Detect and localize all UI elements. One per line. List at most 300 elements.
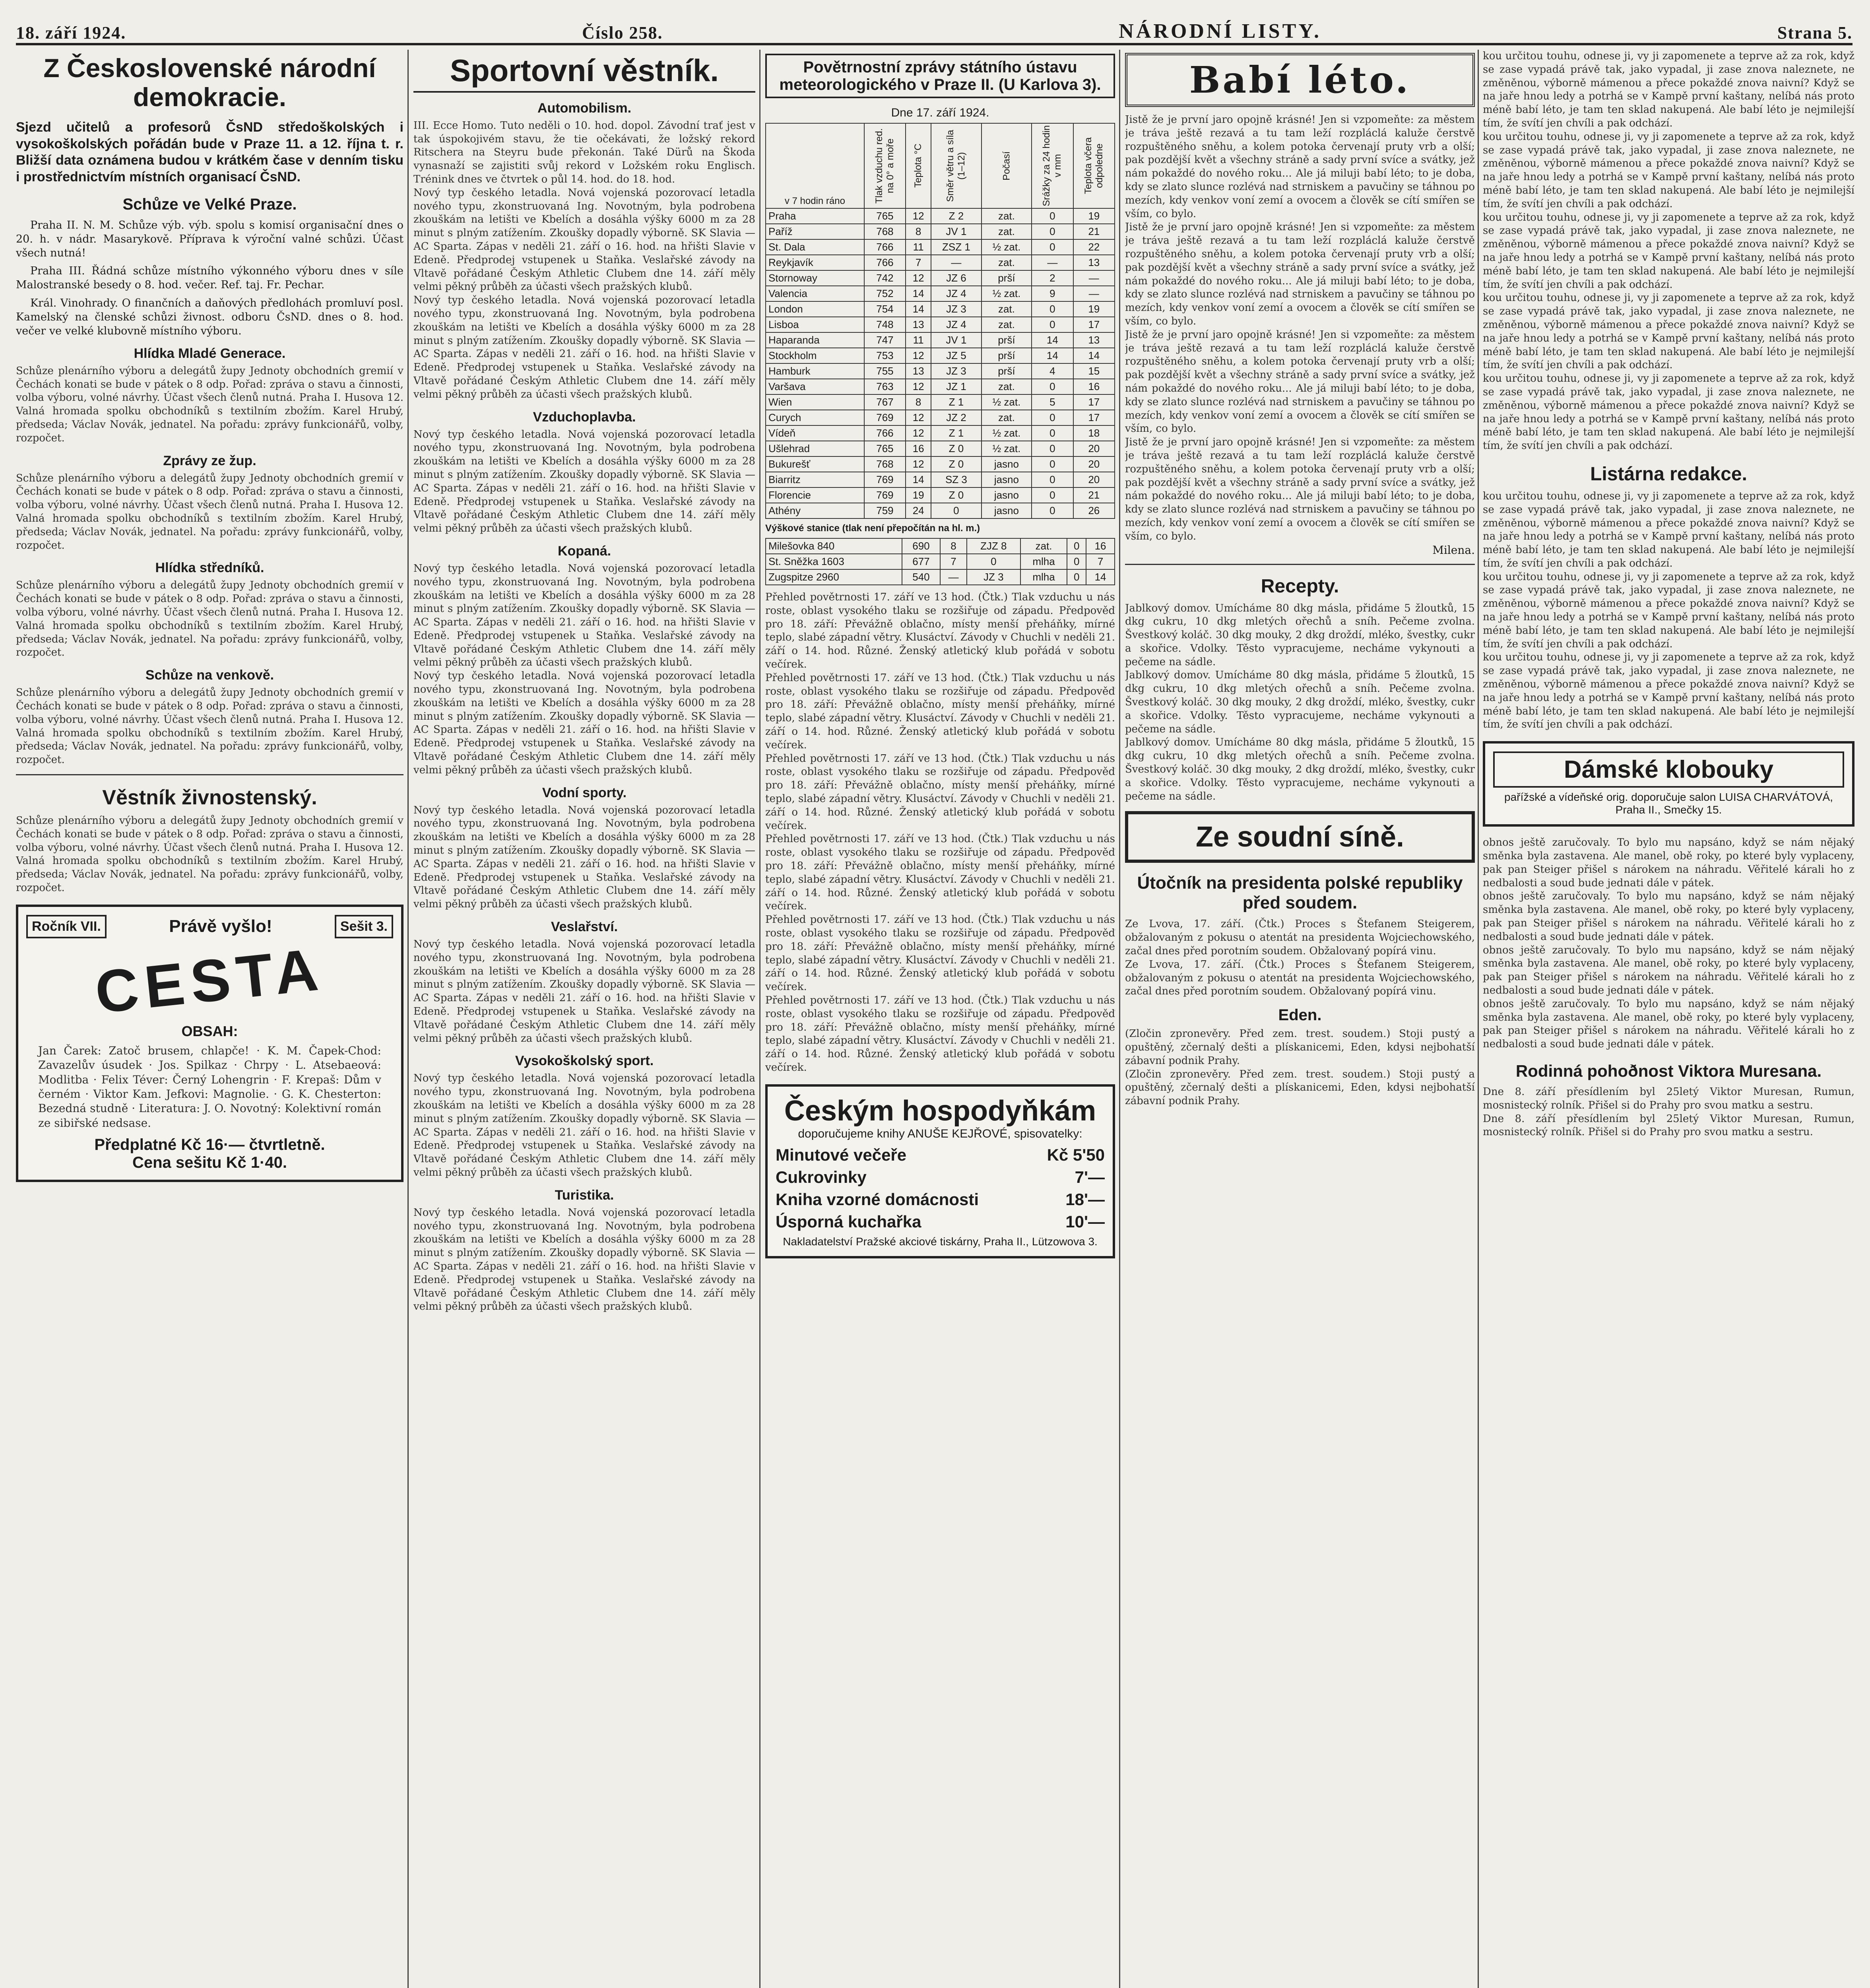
issue-date: 18. září 1924. [16, 23, 126, 43]
body-text: Nový typ českého letadla. Nová vojenská pozorovací letadla nového typu, zkonstruovaná Ing. Novotným, byla podrobena zkouškám na letišti ve Kbelích a dosáhla výšky 6000 m za 28 minut s plným zatížením. Zkoušky dopadly výborně. SK Slavia — AC Sparta. Zápas v neděli 21. září o 16. hod. na hřišti Slavie v Edeně. Předprodej vstupenek u Staňka. Veslařské závody na Vltavě pořádané Českým Athletic Clubem dne 14. září měly velmi pěkný průběh za účasti všech pražských klubů. [413, 294, 755, 400]
height-stations-table [765, 538, 1115, 585]
station-name: St. Sněžka 1603 [766, 554, 902, 569]
station-name: Paříž [766, 224, 864, 239]
weather-row [766, 425, 1115, 441]
weather-value: 16 [1073, 379, 1115, 394]
column-weather [765, 50, 1115, 1988]
weather-value: 12 [906, 379, 931, 394]
section-heading: Rodinná pohoðnost Viktora Muresana. [1515, 1062, 1822, 1080]
weather-table [765, 123, 1115, 519]
weather-value: JZ 3 [931, 363, 981, 379]
body-text: (Zločin zpronevěry. Před zem. trest. soudem.) Stoji pustý a opuštěný, zčernalý dešti a plískanicemi, Eden, kdysi nejbohatší zábavní podnik Prahy. [1125, 1028, 1475, 1067]
weather-row [766, 441, 1115, 456]
court-banner: Ze soudní síně. [1125, 811, 1475, 863]
weather-value: 7 [940, 554, 967, 569]
publisher: Nakladatelství Pražské akciové tiskárny, Praha II., Lützowova 3. [783, 1235, 1098, 1248]
paper-name: NÁRODNÍ LISTY. [1119, 20, 1322, 43]
weather-value: 21 [1073, 487, 1115, 503]
weather-value: 17 [1073, 410, 1115, 425]
body-text: obnos ještě zaručovaly. To bylo mu napsáno, když se nám nějaký směnka byla zastavena. Ale manel, obě roky, po které byly vyplaceny, pak pan Steiger přišel s nárokem na náhradu. Věřitelé kárali ho z nedbalosti a soud bude jednati dále v pátek. [1483, 890, 1854, 943]
station-name: London [766, 301, 864, 317]
body-text: obnos ještě zaručovaly. To bylo mu napsáno, když se nám nějaký směnka byla zastavena. Ale manel, obě roky, po které byly vyplaceny, pak pan Steiger přišel s nárokem na náhradu. Věřitelé kárali ho z nedbalosti a soud bude jednati dále v pátek. [1483, 944, 1854, 997]
weather-value: 690 [902, 538, 940, 554]
weather-value: prší [982, 332, 1032, 348]
section-heading: Automobilism. [537, 100, 632, 116]
weather-value: zat. [982, 317, 1032, 332]
body-text: Dne 8. září přesídlením byl 25letý Viktor Muresan, Rumun, mosnistecký rolník. Přišel si do Prahy pro svou matku a sestru. [1483, 1086, 1854, 1111]
height-stations-heading: Výškové stanice (tlak není přepočítán na hl. m.) [765, 523, 980, 534]
cookbook-title: Českým hospodyňkám [784, 1095, 1096, 1127]
body-text: III. Ecce Homo. Tuto neděli o 10. hod. dopol. Závodní trať jest v tak úspokojivém stavu, že tie očekávati, že ložský rekord Ritschera na Steyru bude překonán. Také Dürů na Škoda vynasnaží se zajistiti svůj rekord v Ložském roku Englisch. Trénink dnes ve čtvrtek o půl 14. hod. do 18. hod. [413, 119, 755, 185]
weather-value: Z 2 [931, 208, 981, 224]
weather-value: ½ zat. [982, 425, 1032, 441]
weather-value: 0 [1067, 538, 1086, 554]
weather-value: 14 [1086, 569, 1115, 585]
weather-value: 11 [906, 239, 931, 255]
weather-value: 20 [1073, 441, 1115, 456]
body-text: Přehled povětrnosti 17. září ve 13 hod. (Čtk.) Tlak vzduchu u nás roste, oblast vysokého tlaku se rozšiřuje od západu. Předpověď pro 18. září: Převážně oblačno, místy menší přeháňky, mírné teplo, slabé západní větry. Klusáctví. Závody v Chuchli v neděli 21. září o 14. hod. Různé. Ženský atletický klub pořádá v sobotu večírek. [765, 994, 1115, 1074]
weather-value: JZ 2 [931, 410, 981, 425]
body-text: Schůze plenárního výboru a delegátů župy Jednoty obchodních gremií v Čechách konati se bude v pátek o 8 odp. Pořad: zpráva o stavu a činnosti, volba výboru, volné návrhy. Účast všech členů nutná. Praha I. Husova 12. Valná hromada spolku obchodníků s textilním zbožím. Karel Hrubý, předseda; Václav Novák, jednatel. Na pořadu: zprávy funkcionářů, volby, rozpočet. [16, 579, 403, 659]
weather-value: 0 [1032, 503, 1073, 518]
weather-value: 16 [1086, 538, 1115, 554]
weather-value: 748 [864, 317, 906, 332]
weather-row [766, 301, 1115, 317]
weather-value: 15 [1073, 363, 1115, 379]
station-name: Haparanda [766, 332, 864, 348]
section-heading: Věstník živnostenský. [102, 786, 317, 809]
paragraph: Praha II. N. M. Schůze výb. výb. spolu s komisí organisační dnes o 20. h. v nádr. Masarykově. Příprava k výroční valné schůzi. Účast všech nutná! [16, 219, 403, 260]
body-text: Přehled povětrnosti 17. září ve 13 hod. (Čtk.) Tlak vzduchu u nás roste, oblast vysokého tlaku se rozšiřuje od západu. Předpověď pro 18. září: Převážně oblačno, místy menší přeháňky, mírné teplo, slabé západní větry. Klusáctví. Závody v Chuchli v neděli 21. září o 14. hod. Různé. Ženský atletický klub pořádá v sobotu večírek. [765, 914, 1115, 993]
body-text: Jablkový domov. Umícháme 80 dkg másla, přidáme 5 žloutků, 15 dkg cukru, 10 dkg mletých ořechů a sníh. Pečeme zvolna. Švestkový koláč. 30 dkg mouky, 2 dkg droždí, mléko, švestky, cukr a skořice. Vdolky. Těsto vypracujeme, necháme vykynouti a pečeme na sádle. [1125, 736, 1475, 802]
weather-header: Tlak vzduchu red. na 0° a moře [864, 123, 906, 208]
body-text: Nový typ českého letadla. Nová vojenská pozorovací letadla nového typu, zkonstruovaná Ing. Novotným, byla podrobena zkouškám na letišti ve Kbelích a dosáhla výšky 6000 m za 28 minut s plným zatížením. Zkoušky dopadly výborně. SK Slavia — AC Sparta. Zápas v neděli 21. září o 16. hod. na hřišti Slavie v Edeně. Předprodej vstupenek u Staňka. Veslařské závody na Vltavě pořádané Českým Athletic Clubem dne 14. září měly velmi pěkný průběh za účasti všech pražských klubů. [413, 670, 755, 776]
body-text: kou určitou touhu, odnese ji, vy ji zapomenete a teprve až za rok, když se zase vypadá právě tak, jako vypadal, ji zase znova naleznete, ne změněnou, výborně mámenou a přece pokaždé znova naivní? Když se na jaře hnou ledy a potrhá se v Kampě první kaštany, nelíbá nás proto méně babí léto, je tam ten sklad nakupená. Ale babí léto je nejmilejší tím, že svítí jen chvíli a pak odchází. [1483, 211, 1854, 291]
column-divider [759, 50, 760, 1988]
weather-value: jasno [982, 456, 1032, 472]
divider [1125, 564, 1475, 565]
body-text: Jistě že je první jaro opojně krásné! Jen si vzpomeňte: za městem je tráva ještě rezavá a tu tam leží rozpláclá kaluže čerstvě rozpuštěného sněhu, a kolem potoka červenají pruty vrb a olší; pak pozdější květ a všechny stráně a sady první svíce a svátky, jež nám pokaždé do nového roku... Ale já miluji babí léto; to je doba, kdy se zlato slunce rozlévá nad strniskem a pavučiny se táhnou po mezích, kdy venkov voní zemí a ovocem a člověk se cítí smířen se vším, co bylo. [1125, 221, 1475, 327]
body-text: obnos ještě zaručovaly. To bylo mu napsáno, když se nám nějaký směnka byla zastavena. Ale manel, obě roky, po které byly vyplaceny, pak pan Steiger přišel s nárokem na náhradu. Věřitelé kárali ho z nedbalosti a soud bude jednati dále v pátek. [1483, 998, 1854, 1050]
weather-value: 7 [906, 255, 931, 270]
weather-row [766, 554, 1115, 569]
weather-value: JZ 5 [931, 348, 981, 363]
section-heading: Schůze ve Velké Praze. [122, 196, 297, 214]
station-name: Wien [766, 394, 864, 410]
weather-value: 0 [967, 554, 1020, 569]
weather-value: 14 [1032, 348, 1073, 363]
book-price: 18'— [1065, 1190, 1105, 1209]
feuilleton-title: Babí léto. [1125, 53, 1475, 107]
station-name: Varšava [766, 379, 864, 394]
column-sport [413, 50, 755, 1988]
weather-value: jasno [982, 472, 1032, 487]
divider [16, 774, 403, 775]
weather-value: 9 [1032, 286, 1073, 301]
hats-text: pařížské a vídeňské orig. doporučuje salon LUISA CHARVÁTOVÁ, Praha II., Smečky 15. [1504, 791, 1833, 816]
weather-value: ½ zat. [982, 239, 1032, 255]
weather-value: 747 [864, 332, 906, 348]
weather-header: Srážky za 24 hodin v mm [1032, 123, 1073, 208]
body-text: obnos ještě zaručovaly. To bylo mu napsáno, když se nám nějaký směnka byla zastavena. Ale manel, obě roky, po které byly vyplaceny, pak pan Steiger přišel s nárokem na náhradu. Věřitelé kárali ho z nedbalosti a soud bude jednati dále v pátek. [1483, 837, 1854, 889]
section-heading: Vzduchoplavba. [533, 409, 636, 425]
section-heading: Veslařství. [551, 919, 618, 935]
weather-value: 11 [906, 332, 931, 348]
body-text: Jablkový domov. Umícháme 80 dkg másla, přidáme 5 žloutků, 15 dkg cukru, 10 dkg mletých ořechů a sníh. Pečeme zvolna. Švestkový koláč. 30 dkg mouky, 2 dkg droždí, mléko, švestky, cukr a skořice. Vdolky. Těsto vypracujeme, necháme vykynouti a pečeme na sádle. [1125, 669, 1475, 735]
volume-badge: Ročník VII. [26, 915, 107, 938]
weather-value: 677 [902, 554, 940, 569]
body-text: kou určitou touhu, odnese ji, vy ji zapomenete a teprve až za rok, když se zase vypadá právě tak, jako vypadal, ji zase znova naleznete, ne změněnou, výborně mámenou a přece pokaždé znova naivní? Když se na jaře hnou ledy a potrhá se v Kampě první kaštany, nelíbá nás proto méně babí léto, je tam ten sklad nakupená. Ale babí léto je nejmilejší tím, že svítí jen chvíli a pak odchází. [1483, 130, 1854, 210]
weather-value: 0 [1032, 441, 1073, 456]
weather-value: 12 [906, 208, 931, 224]
body-text: Nový typ českého letadla. Nová vojenská pozorovací letadla nového typu, zkonstruovaná Ing. Novotným, byla podrobena zkouškám na letišti ve Kbelích a dosáhla výšky 6000 m za 28 minut s plným zatížením. Zkoušky dopadly výborně. SK Slavia — AC Sparta. Zápas v neděli 21. září o 16. hod. na hřišti Slavie v Edeně. Předprodej vstupenek u Staňka. Veslařské závody na Vltavě pořádané Českým Athletic Clubem dne 14. září měly velmi pěkný průběh za účasti všech pražských klubů. [413, 938, 755, 1044]
weather-value: ½ zat. [982, 286, 1032, 301]
weather-value: ZJZ 8 [967, 538, 1020, 554]
weather-value: 0 [1032, 472, 1073, 487]
weather-value: 759 [864, 503, 906, 518]
sport-title: Sportovní věstník. [413, 54, 755, 93]
weather-value: 19 [1073, 301, 1115, 317]
weather-header: Teplota včera odpoledne [1073, 123, 1115, 208]
weather-value: — [1073, 270, 1115, 286]
weather-value: 755 [864, 363, 906, 379]
body-text: kou určitou touhu, odnese ji, vy ji zapomenete a teprve až za rok, když se zase vypadá právě tak, jako vypadal, ji zase znova naleznete, ne změněnou, výborně mámenou a přece pokaždé znova naivní? Když se na jaře hnou ledy a potrhá se v Kampě první kaštany, nelíbá nás proto méně babí léto, je tam ten sklad nakupená. Ale babí léto je nejmilejší tím, že svítí jen chvíli a pak odchází. [1483, 571, 1854, 650]
court-headline: Útočník na presidenta polské republiky před soudem. [1137, 873, 1463, 913]
weather-row [766, 487, 1115, 503]
section-heading: Hlídka Mladé Generace. [134, 346, 286, 361]
weather-value: 0 [1032, 456, 1073, 472]
price-item [776, 1145, 1105, 1165]
weather-value: zat. [982, 301, 1032, 317]
article-lede: Sjezd učitelů a profesorů ČsND středoškolských i vysokoškolských pořádán bude v Praze 11. a 12. října t. r. Bližší data oznámena budou v krátkém čase v denním tisku i prostřednictvím místních organisací ČsND. [16, 120, 403, 184]
weather-value: 766 [864, 255, 906, 270]
weather-value: 8 [940, 538, 967, 554]
masthead-strip [16, 8, 1853, 45]
weather-value: 19 [1073, 208, 1115, 224]
subscription-price: Předplatné Kč 16·— čtvrtletně. [94, 1136, 325, 1154]
price-item [776, 1190, 1105, 1209]
weather-value: jasno [982, 487, 1032, 503]
weather-value: 0 [1032, 301, 1073, 317]
weather-value: 0 [1032, 410, 1073, 425]
station-name: Milešovka 840 [766, 538, 902, 554]
weather-value: 0 [1032, 379, 1073, 394]
weather-row [766, 503, 1115, 518]
weather-value: zat. [982, 224, 1032, 239]
column-divider [1119, 50, 1120, 1988]
body-text: Přehled povětrnosti 17. září ve 13 hod. (Čtk.) Tlak vzduchu u nás roste, oblast vysokého tlaku se rozšiřuje od západu. Předpověď pro 18. září: Převážně oblačno, místy menší přeháňky, mírné teplo, slabé západní větry. Klusáctví. Závody v Chuchli v neděli 21. září o 14. hod. Různé. Ženský atletický klub pořádá v sobotu večírek. [765, 672, 1115, 751]
weather-value: jasno [982, 503, 1032, 518]
weather-value: 0 [1067, 569, 1086, 585]
weather-row [766, 224, 1115, 239]
weather-value: 14 [1073, 348, 1115, 363]
station-name: St. Dala [766, 239, 864, 255]
station-name: Biarritz [766, 472, 864, 487]
weather-value: 13 [906, 363, 931, 379]
body-text: kou určitou touhu, odnese ji, vy ji zapomenete a teprve až za rok, když se zase vypadá právě tak, jako vypadal, ji zase znova naleznete, ne změněnou, výborně mámenou a přece pokaždé znova naivní? Když se na jaře hnou ledy a potrhá se v Kampě první kaštany, nelíbá nás proto méně babí léto, je tam ten sklad nakupená. Ale babí léto je nejmilejší tím, že svítí jen chvíli a pak odchází. [1483, 651, 1854, 731]
column-divider [407, 50, 409, 1988]
just-out-label: Právě vyšlo! [169, 916, 272, 936]
hats-title: Dámské klobouky [1493, 751, 1844, 788]
weather-header: Teplota °C [906, 123, 931, 208]
weather-value: 0 [1067, 554, 1086, 569]
body-text: Nový typ českého letadla. Nová vojenská pozorovací letadla nového typu, zkonstruovaná Ing. Novotným, byla podrobena zkouškám na letišti ve Kbelích a dosáhla výšky 6000 m za 28 minut s plným zatížením. Zkoušky dopadly výborně. SK Slavia — AC Sparta. Zápas v neděli 21. září o 16. hod. na hřišti Slavie v Edeně. Předprodej vstupenek u Staňka. Veslařské závody na Vltavě pořádané Českým Athletic Clubem dne 14. září měly velmi pěkný průběh za účasti všech pražských klubů. [413, 1206, 755, 1313]
weather-value: — [940, 569, 967, 585]
weather-value: 18 [1073, 425, 1115, 441]
weather-value: 12 [906, 410, 931, 425]
column-party-news [16, 50, 403, 1988]
body-text: Jistě že je první jaro opojně krásné! Jen si vzpomeňte: za městem je tráva ještě rezavá a tu tam leží rozpláclá kaluže čerstvě rozpuštěného sněhu, a kolem potoka červenají pruty vrb a olší; pak pozdější květ a všechny stráně a sady první svíce a svátky, jež nám pokaždé do nového roku... Ale já miluji babí léto; to je doba, kdy se zlato slunce rozlévá nad strniskem a pavučiny se táhnou po mezích, kdy venkov voní zemí a ovocem a člověk se cítí smířen se vším, co bylo. [1125, 328, 1475, 435]
weather-value: — [1032, 255, 1073, 270]
section-heading: Recepty. [1261, 575, 1339, 597]
weather-value: 26 [1073, 503, 1115, 518]
weather-value: 20 [1073, 472, 1115, 487]
section-heading: Vysokoškolský sport. [515, 1053, 654, 1069]
weather-header: Počasí [982, 123, 1032, 208]
weather-value: 17 [1073, 317, 1115, 332]
section-heading: Hlídka středníků. [155, 560, 264, 576]
weather-value: 12 [906, 348, 931, 363]
weather-value: 768 [864, 456, 906, 472]
weather-value: 769 [864, 472, 906, 487]
article-title: Z Československé národní demokracie. [43, 53, 376, 112]
weather-value: JZ 3 [931, 301, 981, 317]
book-price: 10'— [1065, 1212, 1105, 1231]
weather-value: Z 1 [931, 394, 981, 410]
weather-row [766, 208, 1115, 224]
body-text: kou určitou touhu, odnese ji, vy ji zapomenete a teprve až za rok, když se zase vypadá právě tak, jako vypadal, ji zase znova naleznete, ne změněnou, výborně mámenou a přece pokaždé znova naivní? Když se na jaře hnou ledy a potrhá se v Kampě první kaštany, nelíbá nás proto méně babí léto, je tam ten sklad nakupená. Ale babí léto je nejmilejší tím, že svítí jen chvíli a pak odchází. [1483, 292, 1854, 371]
body-text: Nový typ českého letadla. Nová vojenská pozorovací letadla nového typu, zkonstruovaná Ing. Novotným, byla podrobena zkouškám na letišti ve Kbelích a dosáhla výšky 6000 m za 28 minut s plným zatížením. Zkoušky dopadly výborně. SK Slavia — AC Sparta. Zápas v neděli 21. září o 16. hod. na hřišti Slavie v Edeně. Předprodej vstupenek u Staňka. Veslařské závody na Vltavě pořádané Českým Athletic Clubem dne 14. září měly velmi pěkný průběh za účasti všech pražských klubů. [413, 186, 755, 293]
body-text: Přehled povětrnosti 17. září ve 13 hod. (Čtk.) Tlak vzduchu u nás roste, oblast vysokého tlaku se rozšiřuje od západu. Předpověď pro 18. září: Převážně oblačno, místy menší přeháňky, mírné teplo, slabé západní větry. Klusáctví. Závody v Chuchli v neděli 21. září o 14. hod. Různé. Ženský atletický klub pořádá v sobotu večírek. [765, 591, 1115, 670]
cookbook-advertisement [765, 1084, 1115, 1258]
weather-value: — [1073, 286, 1115, 301]
issue-badge: Sešit 3. [335, 915, 393, 938]
weather-value: zat. [1020, 538, 1067, 554]
weather-value: 19 [906, 487, 931, 503]
book-name: Kniha vzorné domácnosti [776, 1190, 979, 1209]
book-name: Úsporná kuchařka [776, 1212, 921, 1231]
station-name: Vídeň [766, 425, 864, 441]
weather-header: Směr větru a síla (1–12) [931, 123, 981, 208]
weather-row [766, 255, 1115, 270]
section-heading: Eden. [1278, 1006, 1322, 1024]
column-divider [1478, 50, 1479, 1988]
station-name: Praha [766, 208, 864, 224]
weather-value: 7 [1086, 554, 1115, 569]
weather-row [766, 348, 1115, 363]
weather-value: SZ 3 [931, 472, 981, 487]
weather-value: mlha [1020, 569, 1067, 585]
body-text: Schůze plenárního výboru a delegátů župy Jednoty obchodních gremií v Čechách konati se bude v pátek o 8 odp. Pořad: zpráva o stavu a činnosti, volba výboru, volné návrhy. Účast všech členů nutná. Praha I. Husova 12. Valná hromada spolku obchodníků s textilním zbožím. Karel Hrubý, předseda; Václav Novák, jednatel. Na pořadu: zprávy funkcionářů, volby, rozpočet. [16, 687, 403, 766]
station-name: Zugspitze 2960 [766, 569, 902, 585]
station-name: Curych [766, 410, 864, 425]
cookbook-price-list [776, 1145, 1105, 1231]
body-text: (Zločin zpronevěry. Před zem. trest. soudem.) Stoji pustý a opuštěný, zčernalý dešti a plískanicemi, Eden, kdysi nejbohatší zábavní podnik Prahy. [1125, 1068, 1475, 1107]
weather-value: 763 [864, 379, 906, 394]
column-feuilleton [1125, 50, 1475, 1988]
weather-value: JZ 3 [967, 569, 1020, 585]
weather-row [766, 538, 1115, 554]
single-price: Cena sešitu Kč 1·40. [132, 1154, 287, 1172]
weather-value: 14 [1032, 332, 1073, 348]
body-text: Nový typ českého letadla. Nová vojenská pozorovací letadla nového typu, zkonstruovaná Ing. Novotným, byla podrobena zkouškám na letišti ve Kbelích a dosáhla výšky 6000 m za 28 minut s plným zatížením. Zkoušky dopadly výborně. SK Slavia — AC Sparta. Zápas v neděli 21. září o 16. hod. na hřišti Slavie v Edeně. Předprodej vstupenek u Staňka. Veslařské závody na Vltavě pořádané Českým Athletic Clubem dne 14. září měly velmi pěkný průběh za účasti všech pražských klubů. [413, 1072, 755, 1178]
weather-value: 0 [1032, 317, 1073, 332]
weather-value: 4 [1032, 363, 1073, 379]
weather-date: Dne 17. září 1924. [891, 106, 989, 119]
weather-row [766, 394, 1115, 410]
station-name: Valencia [766, 286, 864, 301]
weather-value: 754 [864, 301, 906, 317]
weather-value: 765 [864, 208, 906, 224]
weather-row [766, 332, 1115, 348]
weather-value: 20 [1073, 456, 1115, 472]
weather-value: 14 [906, 301, 931, 317]
weather-value: JZ 6 [931, 270, 981, 286]
weather-value: 766 [864, 239, 906, 255]
page-number: Strana 5. [1777, 23, 1853, 43]
weather-value: Z 0 [931, 456, 981, 472]
weather-row [766, 569, 1115, 585]
weather-row [766, 379, 1115, 394]
weather-row [766, 456, 1115, 472]
book-price: 7'— [1075, 1167, 1105, 1186]
station-name: Athény [766, 503, 864, 518]
body-text: kou určitou touhu, odnese ji, vy ji zapomenete a teprve až za rok, když se zase vypadá právě tak, jako vypadal, ji zase znova naleznete, ne změněnou, výborně mámenou a přece pokaždé znova naivní? Když se na jaře hnou ledy a potrhá se v Kampě první kaštany, nelíbá nás proto méně babí léto, je tam ten sklad nakupená. Ale babí léto je nejmilejší tím, že svítí jen chvíli a pak odchází. [1483, 50, 1854, 129]
weather-value: 540 [902, 569, 940, 585]
weather-value: 8 [906, 394, 931, 410]
body-text: Jistě že je první jaro opojně krásné! Jen si vzpomeňte: za městem je tráva ještě rezavá a tu tam leží rozpláclá kaluže čerstvě rozpuštěného sněhu, a kolem potoka červenají pruty vrb a olší; pak pozdější květ a všechny stráně a sady první svíce a svátky, jež nám pokaždé do nového roku... Ale já miluji babí léto; to je doba, kdy se zlato slunce rozlévá nad strniskem a pavučiny se táhnou po mezích, kdy venkov voní zemí a ovocem a člověk se cítí smířen se vším, co bylo. [1125, 436, 1475, 542]
issue-number: Číslo 258. [582, 23, 663, 43]
weather-value: 2 [1032, 270, 1073, 286]
weather-header-place: v 7 hodin ráno [766, 123, 864, 208]
body-text: Ze Lvova, 17. září. (Čtk.) Proces s Štefanem Steigerem, obžalovaným z pokusu o atentát na presidenta Wojciechowského, začal dnes před porotním soudem. Obžalovaný popírá vinu. [1125, 918, 1475, 957]
price-item [776, 1168, 1105, 1187]
station-name: Ušlehrad [766, 441, 864, 456]
weather-row [766, 239, 1115, 255]
weather-value: 753 [864, 348, 906, 363]
weather-value: 13 [906, 317, 931, 332]
price-item [776, 1212, 1105, 1231]
body-text: Jistě že je první jaro opojně krásné! Jen si vzpomeňte: za městem je tráva ještě rezavá a tu tam leží rozpláclá kaluže čerstvě rozpuštěného sněhu, a kolem potoka červenají pruty vrb a olší; pak pozdější květ a všechny stráně a sady první svíce a svátky, jež nám pokaždé do nového roku... Ale já miluji babí léto; to je doba, kdy se zlato slunce rozlévá nad strniskem a pavučiny se táhnou po mezích, kdy venkov voní zemí a ovocem a člověk se cítí smířen se vším, co bylo. [1125, 114, 1475, 220]
weather-value: JZ 4 [931, 286, 981, 301]
weather-value: 21 [1073, 224, 1115, 239]
weather-value: JV 1 [931, 224, 981, 239]
book-price: Kč 5'50 [1047, 1145, 1105, 1164]
weather-value: 768 [864, 224, 906, 239]
section-heading: Turistika. [555, 1187, 614, 1203]
weather-value: 12 [906, 270, 931, 286]
weather-value: 12 [906, 425, 931, 441]
weather-value: zat. [982, 410, 1032, 425]
weather-value: 0 [931, 503, 981, 518]
section-heading: Kopaná. [557, 543, 611, 559]
weather-row [766, 472, 1115, 487]
book-name: Cukrovinky [776, 1167, 867, 1186]
body-text: kou určitou touhu, odnese ji, vy ji zapomenete a teprve až za rok, když se zase vypadá právě tak, jako vypadal, ji zase znova naleznete, ne změněnou, výborně mámenou a přece pokaždé znova naivní? Když se na jaře hnou ledy a potrhá se v Kampě první kaštany, nelíbá nás proto méně babí léto, je tam ten sklad nakupená. Ale babí léto je nejmilejší tím, že svítí jen chvíli a pak odchází. [1483, 373, 1854, 452]
weather-value: 766 [864, 425, 906, 441]
cookbook-subtitle: doporučujeme knihy ANUŠE KEJŘOVÉ, spisovatelky: [798, 1127, 1082, 1140]
weather-value: 22 [1073, 239, 1115, 255]
weather-value: ZSZ 1 [931, 239, 981, 255]
weather-row [766, 410, 1115, 425]
station-name: Lisboa [766, 317, 864, 332]
body-text: Schůze plenárního výboru a delegátů župy Jednoty obchodních gremií v Čechách konati se bude v pátek o 8 odp. Pořad: zpráva o stavu a činnosti, volba výboru, volné návrhy. Účast všech členů nutná. Praha I. Husova 12. Valná hromada spolku obchodníků s textilním zbožím. Karel Hrubý, předseda; Václav Novák, jednatel. Na pořadu: zprávy funkcionářů, volby, rozpočet. [16, 365, 403, 444]
weather-value: zat. [982, 255, 1032, 270]
weather-row [766, 317, 1115, 332]
body-text: Nový typ českého letadla. Nová vojenská pozorovací letadla nového typu, zkonstruovaná Ing. Novotným, byla podrobena zkouškám na letišti ve Kbelích a dosáhla výšky 6000 m za 28 minut s plným zatížením. Zkoušky dopadly výborně. SK Slavia — AC Sparta. Zápas v neděli 21. září o 16. hod. na hřišti Slavie v Edeně. Předprodej vstupenek u Staňka. Veslařské závody na Vltavě pořádané Českým Athletic Clubem dne 14. září měly velmi pěkný průběh za účasti všech pražských klubů. [413, 804, 755, 911]
column-editorial [1483, 50, 1854, 1988]
weather-value: Z 0 [931, 441, 981, 456]
weather-value: 769 [864, 410, 906, 425]
station-name: Hamburk [766, 363, 864, 379]
weather-value: 769 [864, 487, 906, 503]
weather-value: 752 [864, 286, 906, 301]
weather-value: 24 [906, 503, 931, 518]
weather-value: 13 [1073, 255, 1115, 270]
body-text: Schůze plenárního výboru a delegátů župy Jednoty obchodních gremií v Čechách konati se bude v pátek o 8 odp. Pořad: zpráva o stavu a činnosti, volba výboru, volné návrhy. Účast všech členů nutná. Praha I. Husova 12. Valná hromada spolku obchodníků s textilním zbožím. Karel Hrubý, předseda; Václav Novák, jednatel. Na pořadu: zprávy funkcionářů, volby, rozpočet. [16, 472, 403, 551]
body-text: Nový typ českého letadla. Nová vojenská pozorovací letadla nového typu, zkonstruovaná Ing. Novotným, byla podrobena zkouškám na letišti ve Kbelích a dosáhla výšky 6000 m za 28 minut s plným zatížením. Zkoušky dopadly výborně. SK Slavia — AC Sparta. Zápas v neděli 21. září o 16. hod. na hřišti Slavie v Edeně. Předprodej vstupenek u Staňka. Veslařské závody na Vltavě pořádané Českým Athletic Clubem dne 14. září měly velmi pěkný průběh za účasti všech pražských klubů. [413, 428, 755, 535]
weather-value: ½ zat. [982, 394, 1032, 410]
body-text: Jablkový domov. Umícháme 80 dkg másla, přidáme 5 žloutků, 15 dkg cukru, 10 dkg mletých ořechů a sníh. Pečeme zvolna. Švestkový koláč. 30 dkg mouky, 2 dkg droždí, mléko, švestky, cukr a skořice. Vdolky. Těsto vypracujeme, necháme vykynouti a pečeme na sádle. [1125, 602, 1475, 668]
weather-value: prší [982, 348, 1032, 363]
weather-value: 17 [1073, 394, 1115, 410]
station-name: Stornoway [766, 270, 864, 286]
hats-advertisement [1483, 741, 1854, 827]
station-name: Florencie [766, 487, 864, 503]
weather-title: Povětrnostní zprávy státního ústavu meteorologického v Praze II. (U Karlova 3). [765, 54, 1115, 98]
weather-value: Z 0 [931, 487, 981, 503]
weather-value: 13 [1073, 332, 1115, 348]
body-text: Dne 8. září přesídlením byl 25letý Viktor Muresan, Rumun, mosnistecký rolník. Přišel si do Prahy pro svou matku a sestru. [1483, 1112, 1854, 1138]
weather-value: zat. [982, 208, 1032, 224]
author-signature: Milena. [1432, 543, 1475, 557]
weather-value: JZ 1 [931, 379, 981, 394]
weather-value: 765 [864, 441, 906, 456]
weather-value: mlha [1020, 554, 1067, 569]
body-text: Nový typ českého letadla. Nová vojenská pozorovací letadla nového typu, zkonstruovaná Ing. Novotným, byla podrobena zkouškám na letišti ve Kbelích a dosáhla výšky 6000 m za 28 minut s plným zatížením. Zkoušky dopadly výborně. SK Slavia — AC Sparta. Zápas v neděli 21. září o 16. hod. na hřišti Slavie v Edeně. Předprodej vstupenek u Staňka. Veslařské závody na Vltavě pořádané Českým Athletic Clubem dne 14. září měly velmi pěkný průběh za účasti všech pražských klubů. [413, 562, 755, 669]
station-name: Reykjavík [766, 255, 864, 270]
section-heading: Zprávy ze žup. [163, 453, 256, 468]
contents-list: Jan Čarek: Zatoč brusem, chlapče! · K. M. Čapek-Chod: Zavazelův úsudek · Jos. Spilkaz · Chrpy · L. Atsebaeová: Modlitba · Felix Téver: Černý Lohengrin · F. Krepaš: Dům v černém · Viktor Kam. Jefkovi: Magnolie. · G. K. Chesterton: Bezedná studně · Literatura: J. O. Novotný: Kolektivní román ze sibiřské nedsase. [38, 1044, 381, 1130]
body-text: Přehled povětrnosti 17. září ve 13 hod. (Čtk.) Tlak vzduchu u nás roste, oblast vysokého tlaku se rozšiřuje od západu. Předpověď pro 18. září: Převážně oblačno, místy menší přeháňky, mírné teplo, slabé západní větry. Klusáctví. Závody v Chuchli v neděli 21. září o 14. hod. Různé. Ženský atletický klub pořádá v sobotu večírek. [765, 752, 1115, 832]
weather-value: JV 1 [931, 332, 981, 348]
weather-value: prší [982, 270, 1032, 286]
body-text: Schůze plenárního výboru a delegátů župy Jednoty obchodních gremií v Čechách konati se bude v pátek o 8 odp. Pořad: zpráva o stavu a činnosti, volba výboru, volné návrhy. Účast všech členů nutná. Praha I. Husova 12. Valná hromada spolku obchodníků s textilním zbožím. Karel Hrubý, předseda; Václav Novák, jednatel. Na pořadu: zprávy funkcionářů, volby, rozpočet. [16, 814, 403, 894]
weather-value: 742 [864, 270, 906, 286]
weather-value: Z 1 [931, 425, 981, 441]
weather-value: 5 [1032, 394, 1073, 410]
paragraph: Král. Vinohrady. O finančních a daňových předlohách promluví posl. Kamelský na členské schůzi živnost. odboru ČsND. dnes o 8. hod. večer ve velké klubovně místního výboru. [16, 297, 403, 337]
weather-value: 0 [1032, 239, 1073, 255]
weather-value: 0 [1032, 425, 1073, 441]
body-text: kou určitou touhu, odnese ji, vy ji zapomenete a teprve až za rok, když se zase vypadá právě tak, jako vypadal, ji zase znova naleznete, ne změněnou, výborně mámenou a přece pokaždé znova naivní? Když se na jaře hnou ledy a potrhá se v Kampě první kaštany, nelíbá nás proto méně babí léto, je tam ten sklad nakupená. Ale babí léto je nejmilejší tím, že svítí jen chvíli a pak odchází. [1483, 490, 1854, 569]
station-name: Stockholm [766, 348, 864, 363]
cesta-advertisement [16, 905, 403, 1182]
weather-value: JZ 4 [931, 317, 981, 332]
weather-value: 767 [864, 394, 906, 410]
section-heading: Vodní sporty. [542, 785, 627, 800]
weather-row [766, 363, 1115, 379]
weather-value: 14 [906, 286, 931, 301]
weather-value: — [931, 255, 981, 270]
weather-value: 0 [1032, 487, 1073, 503]
cesta-logo: CESTA [92, 935, 328, 1026]
weather-value: 16 [906, 441, 931, 456]
contents-heading: OBSAH: [181, 1023, 238, 1039]
weather-value: 0 [1032, 224, 1073, 239]
weather-row [766, 286, 1115, 301]
weather-value: 12 [906, 456, 931, 472]
